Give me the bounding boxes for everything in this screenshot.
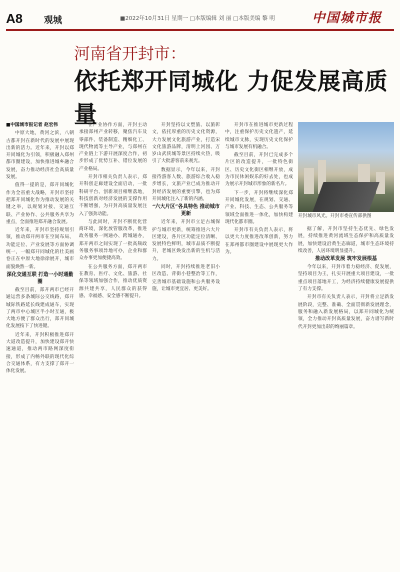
article-paragraph: 数据显示，今年以来，开封接待游客人数、旅游综合收入稳步增长，文旅产业已成为推动开封经济发展的重要引擎，也为郑开同城化注入了新的内涵。 [152,167,220,202]
column-1 [6,122,74,568]
column-4 [225,122,293,568]
article-paragraph: 与此同时，开封不断优化营商环境，深化放管服改革，推进政务服务一网通办、跨城通办，郑开两市之间实现了一批高频政务服务事项异地可办，企业和群众办事更加便捷高效。 [79,219,147,262]
article-paragraph: 下一步，开封将继续深化郑开同城化发展，在规划、交通、产业、科技、生态、公共服务等领域全面推进一体化，加快构建现代化都市圈。 [225,190,293,225]
article-paragraph: 开封坚持以文塑旅、以旅彰文，依托厚重的历史文化资源，大力发展文化旅游产业，打造宋文化旅游品牌，清明上河园、万岁山武侠城等景区持续火热，吸引了大批游客前来观光。 [152,123,220,165]
page-number: A8 [6,11,23,26]
article-paragraph: 截至目前，郑开两市已经开通运营多条城际公交线路，郑开城际铁路延长线建成通车，实现了两市中心城区半小时互通，极大地方便了群众出行，郑开同城化发展按下了快进键。 [6,287,74,330]
section-name: 观城 [44,16,63,26]
article-paragraph: 开封市在推进城市更新过程中，注重保护历史文化遗产，延续城市文脉，实现历史文化保护与城市发展有机融合。 [225,123,293,150]
issue-meta: ■2022年10月31日 星期一 □本版编辑 刘 丽 □本版美编 黎 明 [120,16,275,22]
page-header [0,0,400,28]
column-3 [152,122,220,568]
article-subhead: 推动改革发展 筑牢发展根基 [315,256,377,263]
article-paragraph: 近年来，开封市立足古城保护与城市更新，统筹推进六大片区建设，各片区功能定位清晰、发展特色鲜明，城市品质不断提升，老城区焕发出新的生机与活力。 [152,220,220,262]
article-paragraph: 在公共服务方面，郑开两市在教育、医疗、文化、旅游、社保等领域加强合作，推动优质资源共建共享，人民群众的获得感、幸福感、安全感不断提升。 [79,264,147,299]
photo-caption: 开封城市风光。开封市委宣传部供图 [298,214,372,219]
headline-title: 依托郑开同城化 力促发展高质量 [74,69,389,128]
article-paragraph: 开封市有关负责人表示，开封将立足新发展阶段，完整、准确、全面贯彻新发展理念，服务和融入新发展格局，以郑开同城化为统领，全力推动开封高质量发展，奋力谱写新时代开封更加出彩的绚丽篇章。 [298,295,394,330]
article-paragraph: 值得一提的是，郑开同城化作为全省重大战略，开封市坚持把郑开同城化作为推动发展的关键之举，以规划对接、交通互联、产业协作、公共服务共享为重点，全面推进郑开融合发展。 [6,183,74,225]
masthead-logo: 中国城市报 [312,11,383,26]
column-5 [298,226,394,568]
column-2 [79,122,147,568]
article-subhead: “六大片区”各具特色 推动城市更新 [152,204,220,218]
article-paragraph: 近年来，开封积极推进郑开大道改造提升，加快建设郑开快速通道，推动两市路网深度衔接，形成了内畅外联的现代化综合交通体系，有力支撑了郑开一体化发展。 [6,332,74,375]
article-paragraph: 近年来，开封市坚持规划引领，推动郑开两市在空间布局、功能定位、产业发展等方面协调统一，一幅郑开同城化的壮美画卷正在中原大地徐徐展开，城市面貌焕然一新。 [6,228,74,270]
header-rule [6,29,394,31]
article-byline: ■中国城市报记者 赵宏伟 [6,123,58,128]
article-paragraph: 据了解，开封市坚持生态优先、绿色发展，持续推进黄河流域生态保护和高质量发展，加快建设沿黄生态廊道，城市生态环境持续改善，人居环境明显提升。 [298,227,394,254]
headline-block [6,32,394,128]
article-subhead: 深化交通互联 打造一小时通勤圈 [6,271,74,285]
article-paragraph: 今年以来，开封市着力稳经济、促发展，坚持项目为王，扎实开展重大项目建设，一批重点项目落地开工，为经济持续健康发展提供了有力支撑。 [298,265,394,293]
article-paragraph: 同时，开封持续推进老旧小区改造、背街小巷整治等工作，完善城市基础设施和公共服务设施，让城市更宜居、更美好。 [152,265,220,292]
article-paragraph: 开封市有关负责人表示，将以更大力度推进改革创新，努力在郑州都市圈建设中展现更大作为。 [225,228,293,256]
article-paragraph: 截至目前，开封已完成多个片区的改造提升，一批特色街区、历史文化街区相继开放，成为市民休闲娱乐的好去处，也成为展示开封城市形象的新名片。 [225,153,293,188]
headline-kicker: 河南省开封市： [74,44,187,63]
city-photo [298,122,394,212]
article-paragraph: 开封市相关负责人表示，郑开科创走廊建设全面启动，一批科研平台、创新项目相继落地，科技创新对经济发展的支撑作用不断增强，为开封高质量发展注入了强劲动能。 [79,175,147,217]
article-paragraph: 在产业协作方面，开封主动承接郑州产业转移，聚焦汽车及零部件、装备制造、精细化工、现代物流等主导产业，与郑州在产业链上下游开展深度合作，初步形成了优势互补、错位发展的产业格局。 [79,123,147,172]
article-paragraph: 中原大地，黄河之滨，八朝古都开封在新时代的发展中展现出新的活力。近年来，开封以郑开同城化为引领，积极融入郑州都市圈建设，加快推进城乡融合发展，奋力推动经济社会高质量发展。 [6,131,74,181]
article-columns [6,122,394,568]
